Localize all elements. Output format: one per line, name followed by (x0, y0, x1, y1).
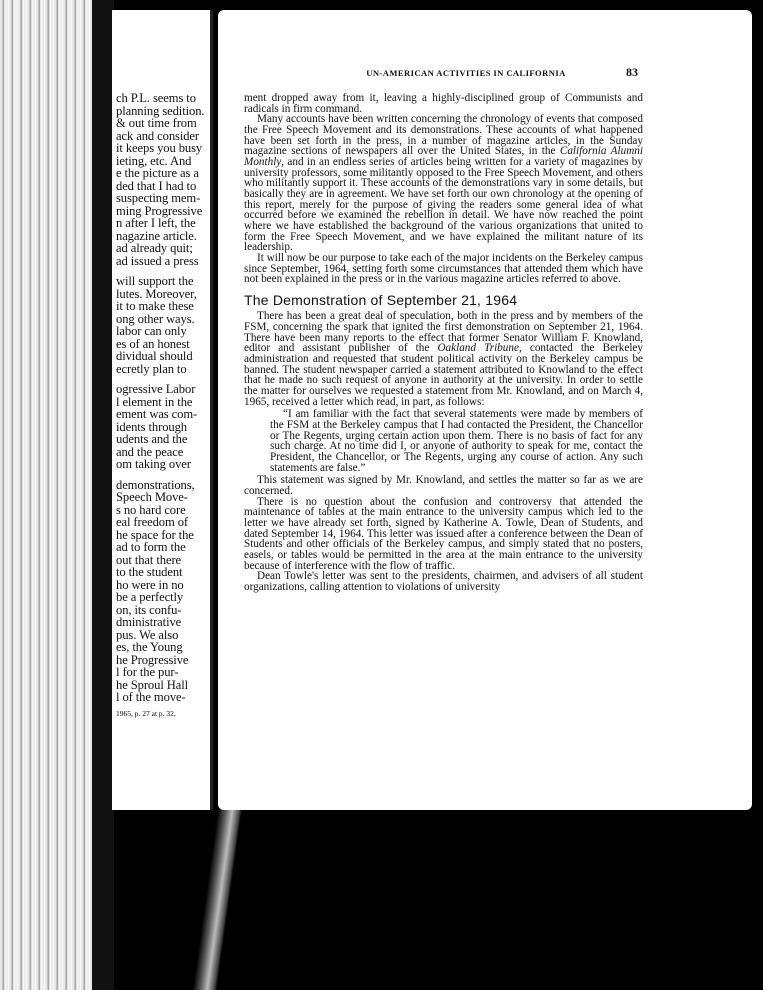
paragraph-2-part-a: Many accounts have been written concerning the chronology of events that composed the Free Speech Movement and its demonstrations. These accounts of what happened have been set forth in the press, in a number of magazine articles, in the Sunday magazine sections of newspapers all over the United States, in the (244, 113, 643, 158)
newspaper-title: Oakland Tribune (437, 342, 519, 355)
left-page-line: l of the move- (116, 690, 186, 704)
left-page-line: planning sedition. (116, 103, 205, 118)
left-page-line: labor can only (116, 324, 187, 338)
paragraph-2-part-b: , and in an endless series of articles being written for a variety of magazines by university professors, some militantly opposed to the Free Speech Movement, and others who militantly support it. These accounts of the demonstrations vary in some details, but basically they are in agreement. We have set forth our own chronology at the opening of this report, merely for the purpose of giving the readers some general idea of what occurred before we examined the rebellion in detail. We have now reached the point where we have established the background of the various organizations that united to form the Free Speech Movement, and we have explained the militant nature of its leadership. (244, 155, 643, 254)
left-page-line: ecretly plan to (116, 361, 187, 376)
left-page-line: om taking over (116, 457, 191, 471)
left-page-line: Speech Move- (116, 490, 188, 504)
left-page-line: ad issued a press (116, 253, 199, 268)
paragraph-4 (244, 311, 643, 407)
body-text (244, 93, 643, 593)
left-page-line: will support the (116, 274, 194, 288)
left-page-line: dividual should (116, 349, 193, 363)
left-page-line: ieting, etc. And (116, 153, 192, 168)
left-page-line: ho were in no (116, 577, 184, 592)
knowland-quote: “I am familiar with the fact that several statements were made by members of the FSM at the Berkeley campus that I had contacted the President, the Chancellor or The Regents, urging certain action upon them. There is no basis of fact for any such charge. At no time did I, or anyone of authority to speak for me, contact the President, the Chancellor, or The Regents, urging any course of action. Any such statements are false.” (270, 408, 643, 474)
section-heading: The Demonstration of September 21, 1964 (244, 291, 518, 308)
left-page-line: e the picture as a (116, 166, 199, 180)
left-page-line: out that there (116, 552, 182, 567)
left-page-line: ming Progressive (116, 203, 203, 218)
left-page-line: s no hard core (116, 502, 186, 517)
left-page-line: lutes. Moreover, (116, 286, 197, 301)
left-page-line: be a perfectly (116, 590, 184, 604)
left-page-line: demonstrations, (116, 477, 195, 492)
left-block-b (116, 275, 208, 375)
paragraph-4-part-b: , contacted the Berkeley administration and requested that student political activity on the Berkeley campus be banned. The student newspaper carried a statement attributed to Knowland to the effect that he made no such request of anyone in authority at the university. In order to settle the matter for ourselves we requested a statement from Mr. Knowland, and on March 4, 1965, received a letter which read, in part, as follows: (244, 342, 643, 408)
left-page-line: it to make these (116, 299, 194, 313)
left-page-line: es of an honest (116, 336, 190, 351)
left-page-line: l element in the (116, 394, 193, 409)
left-page-line: & out time from (116, 116, 197, 130)
left-footnote: 1965, p. 27 at p. 32, (116, 708, 176, 718)
paragraph-6: There is no question about the confusion and controversy that attended the maintenance of tables at the main entrance to the university campus which led to the letter we have already set forth, signed by Katherine A. Towle, Dean of Students, and dated September 14, 1964. This letter was issued after a conference between the Dean of Students and other officials of the Berkeley campus, and simply stated that no posters, easels, or tables would be permitted in the area at the main entrance to the university because of interference with the flow of traffic. (244, 495, 643, 572)
left-page-line: he space for the (116, 527, 194, 542)
left-page (112, 10, 213, 810)
left-page-line: on, its confu- (116, 602, 182, 617)
page-gutter-shadow (193, 800, 244, 990)
book-spine-shadow (92, 0, 114, 990)
left-page-line: ack and consider (116, 128, 200, 143)
left-page-line: idents through (116, 419, 188, 434)
left-page-line: pus. We also (116, 627, 179, 642)
left-page-line: he Progressive (116, 652, 189, 667)
left-page-line: ong other ways. (116, 311, 195, 326)
left-block-d (116, 479, 208, 704)
left-page-line: es, the Young (116, 640, 183, 654)
left-page-line: to the student (116, 565, 183, 579)
running-head: UN-AMERICAN ACTIVITIES IN CALIFORNIA (366, 68, 566, 78)
left-page-line: and the peace (116, 444, 184, 459)
left-page-line: ement was com- (116, 407, 198, 421)
left-page-text (116, 92, 208, 720)
paragraph-3: It will now be our purpose to take each of the major incidents on the Berkeley campus since September, 1964, setting forth some circumstances that attended them which have not been explained in the press or in the various magazine articles referred to above. (244, 251, 643, 286)
left-page-line: ch P.L. seems to (116, 91, 196, 105)
paragraph-1: ment dropped away from it, leaving a highly-disciplined group of Communists and radicals in firm command. (244, 92, 643, 115)
left-page-line: l for the pur- (116, 665, 179, 679)
left-page-line: n after I left, the (116, 216, 196, 230)
left-page-line: it keeps you busy (116, 141, 203, 155)
magazine-title: California Alumni Monthly (244, 145, 643, 168)
left-page-line: udents and the (116, 432, 188, 446)
left-page-line: nagazine article. (116, 228, 197, 243)
paragraph-7: Dean Towle's letter was sent to the presidents, chairmen, and advisers of all student organizations, calling attention to violations of university (244, 570, 643, 593)
left-block-a (116, 92, 208, 267)
left-page-line: suspecting mem- (116, 191, 201, 205)
left-page-line: ad already quit; (116, 241, 193, 255)
left-page-line: eal freedom of (116, 515, 189, 529)
right-page (218, 10, 752, 810)
left-page-line: ded that I had to (116, 178, 197, 193)
paragraph-2 (244, 114, 643, 253)
paragraph-5: This statement was signed by Mr. Knowland, and settles the matter so far as we are concerned. (244, 474, 643, 497)
left-page-line: ogressive Labor (116, 382, 196, 396)
left-block-c (116, 383, 208, 471)
left-page-line: dministrative (116, 615, 182, 629)
paragraph-4-part-a: There has been a great deal of speculation, both in the press and by members of the FSM, concerning the spark that ignited the first demonstration on September 21, 1964. There have been many reports to the effect that former Senator William F. Knowland, editor and assistant publisher of the (244, 310, 643, 355)
page-number: 83 (626, 65, 638, 79)
left-page-line: ad to form the (116, 540, 186, 554)
left-page-line: he Sproul Hall (116, 677, 189, 692)
